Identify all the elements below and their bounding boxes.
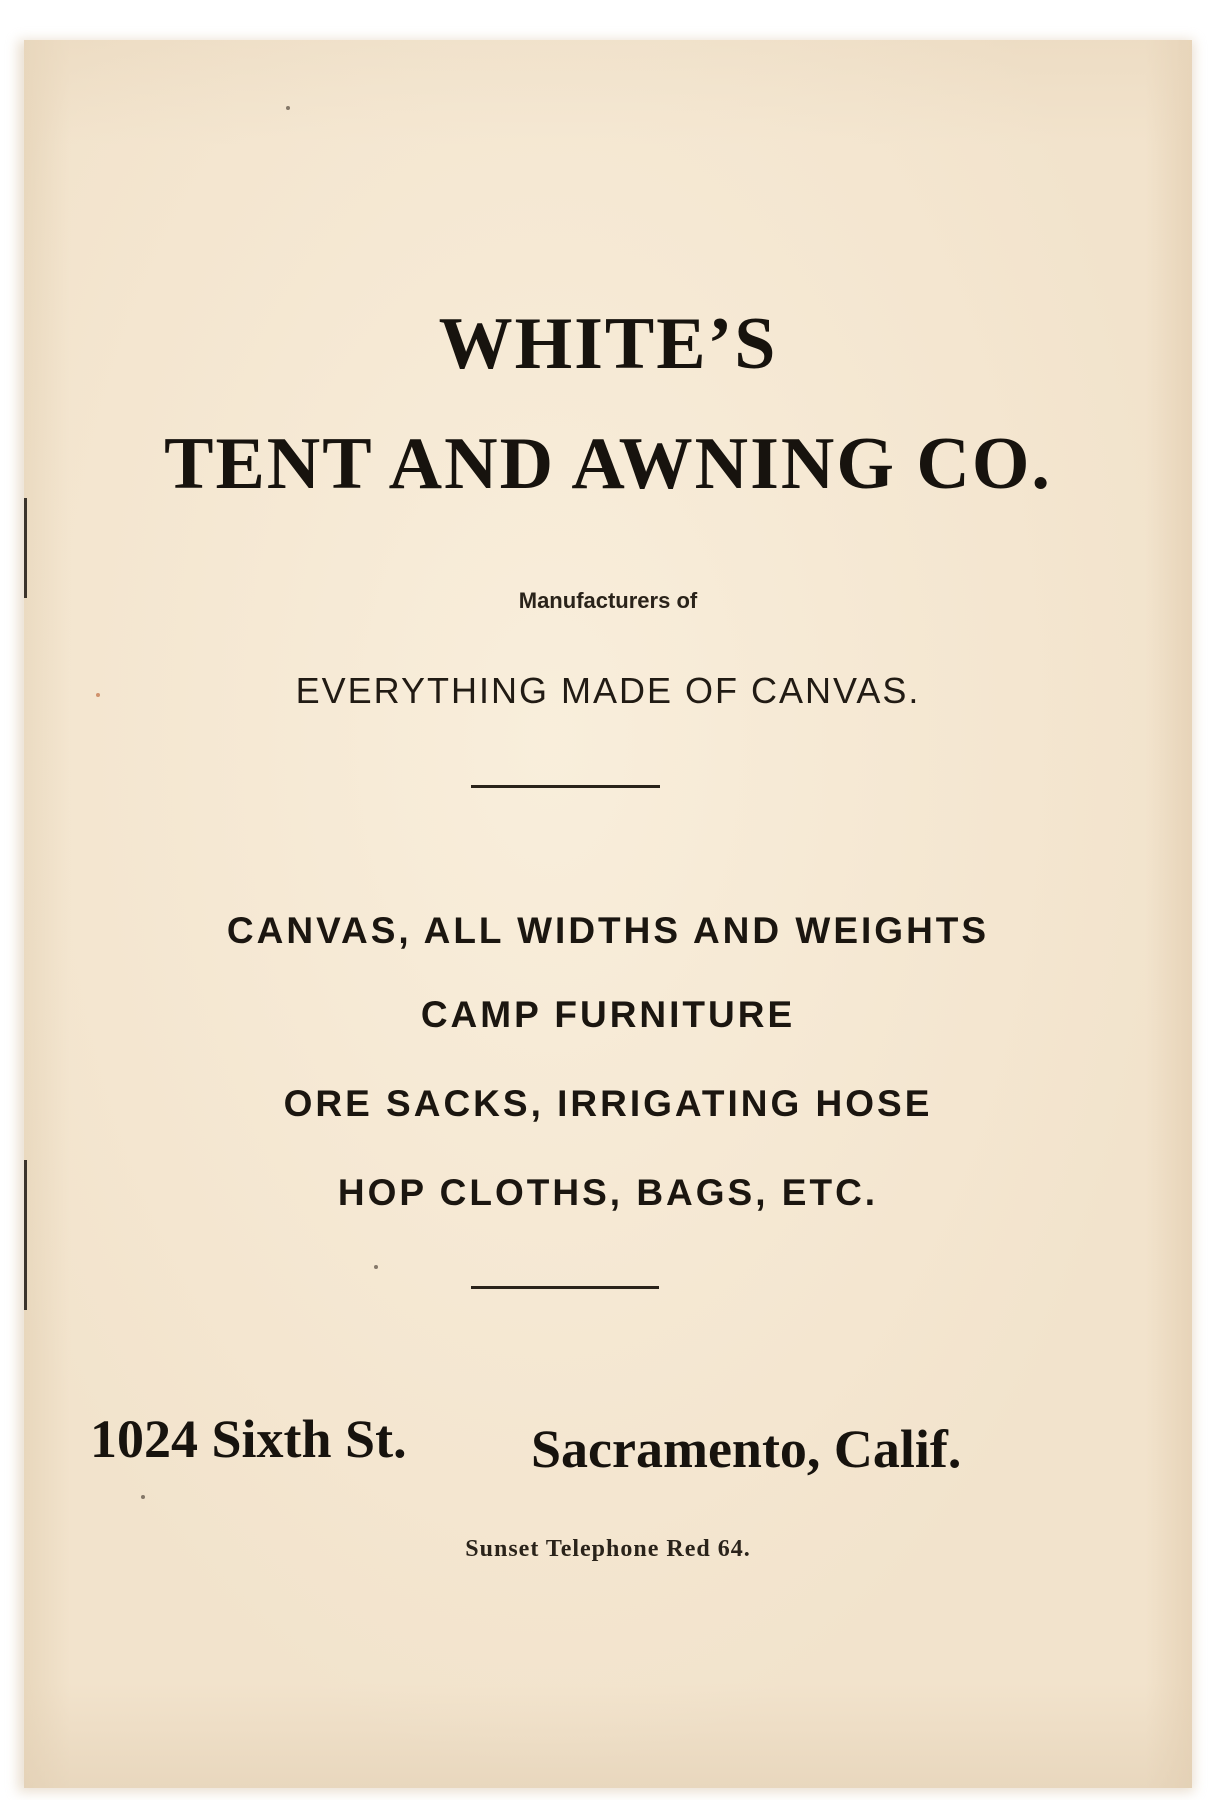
street-address: 1024 Sixth St.: [90, 1409, 407, 1469]
product-line: HOP CLOTHS, BAGS, ETC.: [337, 1172, 879, 1213]
company-name-line-1: WHITE’S: [438, 303, 778, 385]
product-line: ORE SACKS, IRRIGATING HOSE: [283, 1083, 933, 1124]
product-line: CANVAS, ALL WIDTHS AND WEIGHTS: [226, 910, 990, 951]
divider-rule-top: [471, 785, 660, 788]
company-name-line-2: TENT AND AWNING CO.: [164, 423, 1052, 505]
telephone-line: Sunset Telephone Red 64.: [465, 1536, 751, 1562]
product-line: CAMP FURNITURE: [420, 994, 796, 1035]
brochure-cover: [24, 40, 1192, 1788]
staple-top: [24, 498, 27, 598]
paper-speck: [141, 1495, 145, 1499]
city-address: Sacramento, Calif.: [531, 1419, 962, 1479]
paper-speck: [286, 106, 290, 110]
paper-speck: [374, 1265, 378, 1269]
manufacturers-of-label: Manufacturers of: [518, 588, 698, 613]
divider-rule-bottom: [471, 1286, 659, 1289]
everything-made-of-canvas: EVERYTHING MADE OF CANVAS.: [295, 670, 921, 711]
